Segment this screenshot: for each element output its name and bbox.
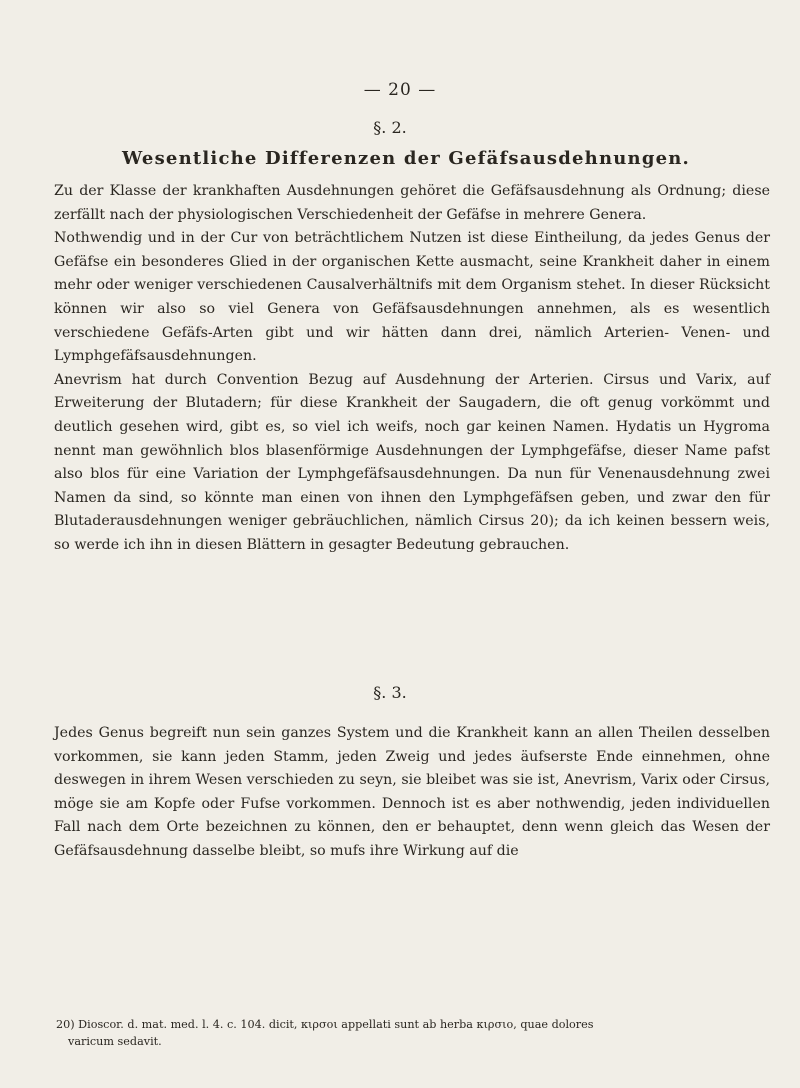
text-block-section-3 <box>54 722 770 864</box>
section-heading: Wesentliche Differenzen der Gefäfsausdehnungen. <box>121 148 691 169</box>
text-block-section-2 <box>54 180 770 558</box>
section-number-2: §. 2. <box>373 118 407 137</box>
paragraph-3: Anevrism hat durch Convention Bezug auf Ausdehnung der Arterien. Cirsus und Varix, auf Erweiterung der Blutadern; für diese Krankheit der Saugadern, die oft genug vorkömmt und deutlich gesehen wird, gibt es, so viel ich weifs, noch gar keinen Namen. Hydatis un Hygroma nennt man gewöhnlich blos blasenförmige Ausdehnungen der Lymphgefäfse, dieser Name pafst also blos für eine Variation der Lymphgefäfsausdehnungen. Da nun für Venenausdehnung zwei Namen da sind, so könnte man einen von ihnen den Lymphgefäfsen geben, und zwar den für Blutaderausdehnungen weniger gebräuchlichen, nämlich Cirsus 20); da ich keinen bessern weis, so werde ich ihn in diesen Blättern in gesagter Bedeutung gebrauchen. <box>54 371 770 553</box>
section-number-3: §. 3. <box>373 683 407 702</box>
footnote-line-2: varicum sedavit. <box>68 1035 162 1048</box>
paragraph-4: Jedes Genus begreift nun sein ganzes System und die Krankheit kann an allen Theilen desselben vorkommen, sie kann jeden Stamm, jeden Zweig und jedes äufserste Ende einnehmen, ohne deswegen in ihrem Wesen verschieden zu seyn, sie bleibet was sie ist, Anevrism, Varix oder Cirsus, möge sie am Kopfe oder Fufse vorkommen. Dennoch ist es aber nothwendig, jeden individuellen Fall nach dem Orte bezeichnen zu können, den er behauptet, denn wenn gleich das Wesen der Gefäfsausdehnung dasselbe bleibt, so mufs ihre Wirkung auf die <box>54 725 770 859</box>
paragraph-2: Nothwendig und in der Cur von beträchtlichem Nutzen ist diese Eintheilung, da jedes Genus der Gefäfse ein besonderes Glied in der organischen Kette ausmacht, seine Krankheit daher in einem mehr oder weniger verschiedenen Causalverhältnifs mit dem Organism stehet. In dieser Rücksicht können wir also so viel Genera von Gefäfsausdehnungen annehmen, als es wesentlich verschiedene Gefäfs-Arten gibt und wir hätten dann drei, nämlich Arterien- Venen- und Lymphgefäfsausdehnungen. <box>54 230 770 365</box>
footnote <box>56 1016 772 1050</box>
footnote-line-1: 20) Dioscor. d. mat. med. l. 4. c. 104. dicit, κιρσοι appellati sunt ab herba κιρσιο, quae dolores <box>56 1018 594 1031</box>
page-number: — 20 — <box>363 80 437 100</box>
paragraph-1: Zu der Klasse der krankhaften Ausdehnungen gehöret die Gefäfsausdehnung als Ordnung; diese zerfällt nach der physiologischen Verschiedenheit der Gefäfse in mehrere Genera. <box>54 183 770 223</box>
